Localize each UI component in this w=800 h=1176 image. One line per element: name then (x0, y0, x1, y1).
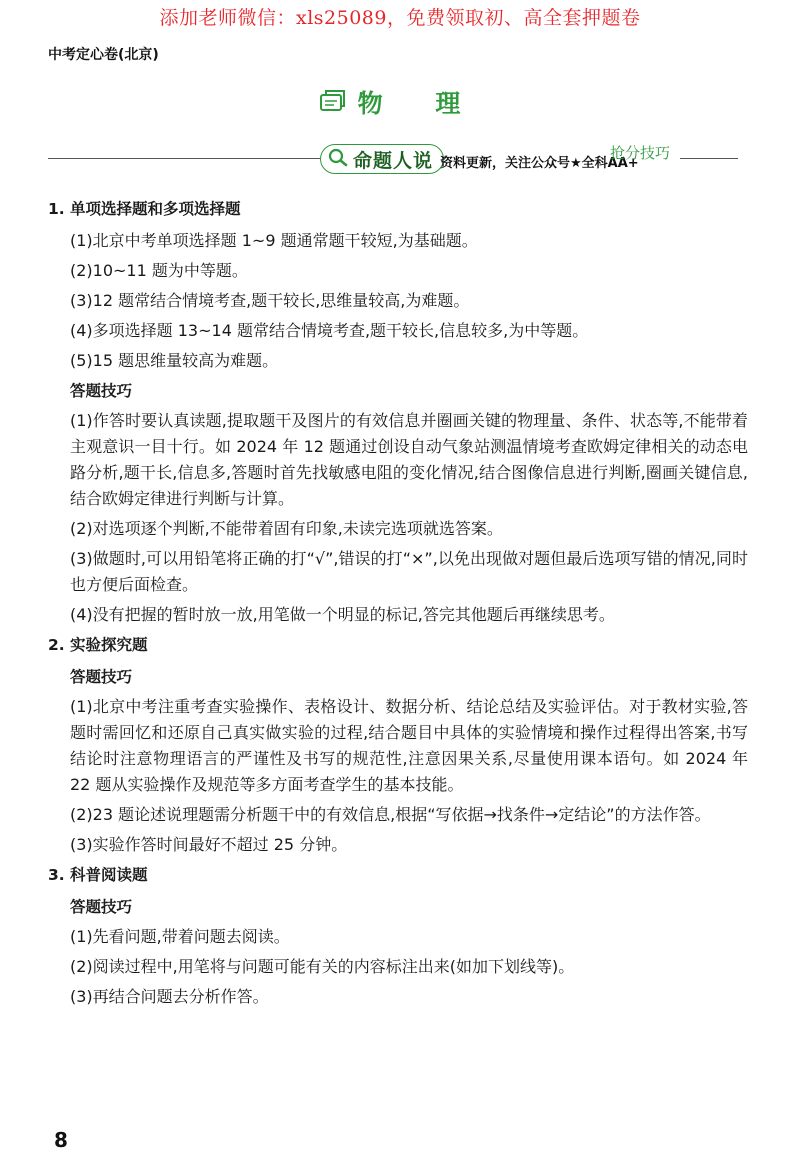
divider-right (680, 158, 738, 159)
main-content (48, 196, 748, 1014)
banner-notice: 资料更新，关注公众号★全科AA+ (440, 156, 639, 171)
section-number: 1. (48, 200, 65, 218)
tip-item: (3)实验作答时间最好不超过 25 分钟。 (70, 835, 348, 854)
subject-header (0, 84, 800, 120)
section-number: 3. (48, 866, 65, 884)
divider-left (48, 158, 320, 159)
section-title: 实验探究题 (70, 636, 148, 654)
tip-item: (1)作答时要认真读题,提取题干及图片的有效信息并圈画关键的物理量、条件、状态等,不能带着主观意识一目十行。如 2024 年 12 题通过创设自动气象站测温情境考查欧姆定律相关的动态电路分析,题干长,信息多,答题时首先找敏感电阻的变化情况,结合图像信息进行判断,圈画关键信息,结合欧姆定律进行判断与计算。 (70, 411, 748, 508)
book-icon (318, 89, 348, 115)
tip-item: (2)阅读过程中,用笔将与问题可能有关的内容标注出来(如加下划线等)。 (70, 957, 575, 976)
list-item: (2)10~11 题为中等题。 (70, 261, 248, 280)
section-banner (48, 142, 738, 178)
banner-label: 命题人说 (353, 149, 434, 172)
tip-item: (3)做题时,可以用铅笔将正确的打“√”,错误的打“×”,以免出现做对题但最后选项写错的情况,同时也方便后面检查。 (70, 549, 748, 594)
tip-item: (3)再结合问题去分析作答。 (70, 987, 269, 1006)
section-title: 单项选择题和多项选择题 (70, 200, 241, 218)
section-heading (48, 632, 748, 658)
banner-tips: 抢分技巧 (610, 144, 671, 162)
list-item: (4)多项选择题 13~14 题常结合情境考查,题干较长,信息较多,为中等题。 (70, 321, 589, 340)
tips-heading: 答题技巧 (70, 898, 133, 916)
watermark-banner: 添加老师微信：xls25089，免费领取初、高全套押题卷 (159, 7, 641, 29)
section-heading (48, 196, 748, 222)
tip-item: (1)北京中考注重考查实验操作、表格设计、数据分析、结论总结及实验评估。对于教材实验,答题时需回忆和还原自己真实做实验的过程,结合题目中具体的实验情境和操作过程得出答案,书写结论时注意物理语言的严谨性及书写的规范性,注意因果关系,尽量使用课本语句。如 2024 年 22 题从实验操作及规范等多方面考查学生的基本技能。 (70, 697, 748, 794)
banner-pill (320, 144, 444, 174)
tips-heading: 答题技巧 (70, 668, 133, 686)
list-item: (5)15 题思维量较高为难题。 (70, 351, 279, 370)
tips-heading: 答题技巧 (70, 382, 133, 400)
subject-title: 物 理 (357, 89, 483, 118)
tip-item: (4)没有把握的暂时放一放,用笔做一个明显的标记,答完其他题后再继续思考。 (70, 605, 615, 624)
magnifier-icon (327, 147, 349, 171)
page-number: 8 (54, 1128, 68, 1152)
section-heading (48, 862, 748, 888)
section-number: 2. (48, 636, 65, 654)
list-item: (1)北京中考单项选择题 1~9 题通常题干较短,为基础题。 (70, 231, 478, 250)
tip-item: (1)先看问题,带着问题去阅读。 (70, 927, 290, 946)
series-title: 中考定心卷(北京) (48, 47, 159, 63)
tip-item: (2)对选项逐个判断,不能带着固有印象,未读完选项就选答案。 (70, 519, 503, 538)
tip-item: (2)23 题论述说理题需分析题干中的有效信息,根据“写依据→找条件→定结论”的方法作答。 (70, 805, 711, 824)
list-item: (3)12 题常结合情境考查,题干较长,思维量较高,为难题。 (70, 291, 470, 310)
section-title: 科普阅读题 (70, 866, 148, 884)
